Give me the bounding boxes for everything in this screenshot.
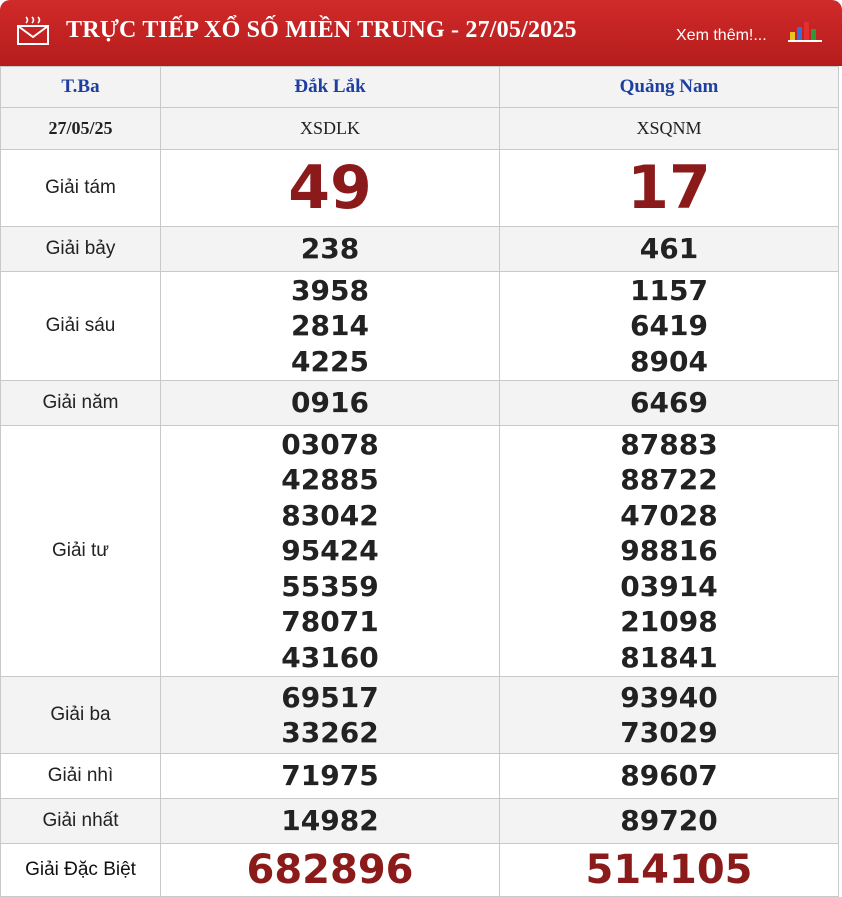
result-number: 3958 [291, 273, 369, 307]
prize-row [1, 754, 839, 799]
result-number: 98816 [620, 534, 718, 568]
result-number: 87883 [620, 427, 718, 461]
prize-label: Giải năm [1, 381, 161, 426]
province-code: XSQNM [500, 108, 839, 150]
result-number: 0916 [291, 386, 369, 420]
result-number: 93940 [620, 680, 718, 714]
result-cell [161, 426, 500, 677]
result-cell [161, 381, 500, 426]
results-table [0, 66, 839, 897]
province-code: XSDLK [161, 108, 500, 150]
result-number: 4225 [291, 344, 369, 378]
prize-label: Giải bảy [1, 227, 161, 272]
result-number: 89607 [620, 759, 718, 793]
result-number: 42885 [281, 463, 379, 497]
result-number: 238 [300, 232, 360, 266]
mail-icon [16, 15, 50, 45]
result-number: 49 [288, 153, 372, 223]
result-number: 81841 [620, 640, 718, 674]
prize-row [1, 150, 839, 227]
result-number: 21098 [620, 605, 718, 639]
result-number: 73029 [620, 716, 718, 749]
result-number: 69517 [281, 680, 379, 714]
prize-row [1, 227, 839, 272]
result-number: 03914 [620, 569, 718, 603]
prize-label: Giải tư [1, 426, 161, 677]
result-number: 514105 [585, 847, 753, 893]
result-cell [161, 677, 500, 754]
result-number: 78071 [281, 605, 379, 639]
result-cell [500, 150, 839, 227]
result-cell [161, 150, 500, 227]
result-cell [161, 227, 500, 272]
prize-label: Giải nhất [1, 799, 161, 844]
result-cell [500, 677, 839, 754]
result-number: 33262 [281, 716, 379, 749]
result-number: 461 [639, 232, 699, 266]
day-label: T.Ba [1, 67, 161, 108]
prize-row [1, 272, 839, 381]
see-more-link[interactable]: Xem thêm!... [676, 27, 767, 44]
prize-row [1, 677, 839, 754]
results-table-wrap [0, 66, 842, 897]
result-cell [161, 799, 500, 844]
province-header-row [1, 67, 839, 108]
result-cell [161, 844, 500, 897]
result-number: 88722 [620, 463, 718, 497]
result-cell [161, 272, 500, 381]
prize-label: Giải Đặc Biệt [1, 844, 161, 897]
prize-row [1, 426, 839, 677]
result-number: 6469 [630, 386, 708, 420]
result-cell [500, 381, 839, 426]
result-number: 43160 [281, 640, 379, 674]
result-cell [500, 426, 839, 677]
result-cell [500, 799, 839, 844]
result-number: 71975 [281, 759, 379, 793]
result-cell [161, 754, 500, 799]
prize-label: Giải tám [1, 150, 161, 227]
chart-icon[interactable] [788, 18, 822, 42]
result-number: 47028 [620, 498, 718, 532]
prize-row [1, 844, 839, 897]
page-title: TRỰC TIẾP XỔ SỐ MIỀN TRUNG - 27/05/2025 [66, 17, 577, 43]
result-number: 14982 [281, 804, 379, 838]
prize-label: Giải sáu [1, 272, 161, 381]
prize-label: Giải nhì [1, 754, 161, 799]
result-number: 83042 [281, 498, 379, 532]
result-number: 89720 [620, 804, 718, 838]
header-bar [0, 0, 842, 66]
prize-row [1, 381, 839, 426]
result-number: 2814 [291, 309, 369, 343]
result-number: 55359 [281, 569, 379, 603]
prize-label: Giải ba [1, 677, 161, 754]
result-number: 682896 [246, 847, 414, 893]
result-cell [500, 844, 839, 897]
result-number: 6419 [630, 309, 708, 343]
result-number: 03078 [281, 427, 379, 461]
result-cell [500, 754, 839, 799]
code-row [1, 108, 839, 150]
result-cell [500, 272, 839, 381]
result-number: 17 [627, 153, 711, 223]
result-number: 1157 [630, 273, 708, 307]
result-cell [500, 227, 839, 272]
draw-date: 27/05/25 [1, 108, 161, 150]
province-name[interactable]: Quảng Nam [500, 67, 839, 108]
province-name[interactable]: Đắk Lắk [161, 67, 500, 108]
prize-row [1, 799, 839, 844]
result-number: 8904 [630, 344, 708, 378]
result-number: 95424 [281, 534, 379, 568]
